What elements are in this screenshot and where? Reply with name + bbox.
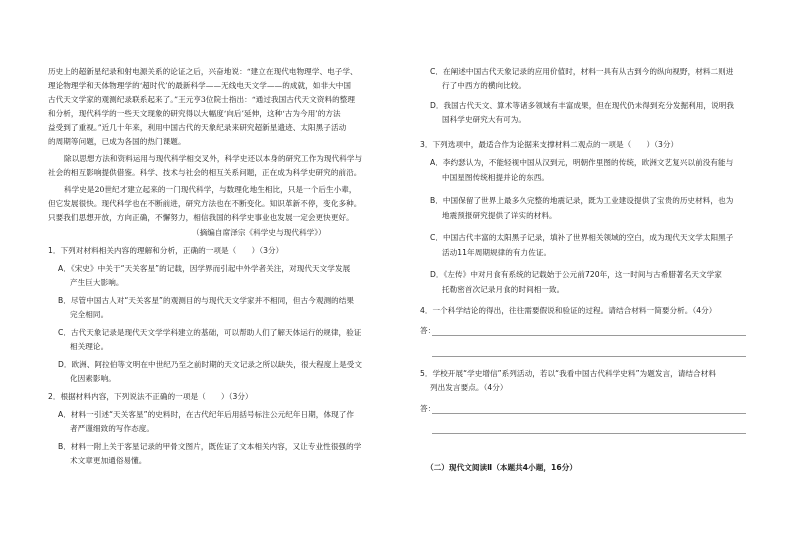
passage-source: （摘编自席泽宗《科学史与现代科学》） (192, 228, 326, 237)
option-a-cont: 产生巨大影响。 (70, 278, 124, 287)
option-d: D．欧洲、阿拉伯等文明在中世纪乃至之前时期的天文记录之所以缺失，很大程度上是受文 (58, 360, 362, 369)
option-d-cont: 托勒密首次记录月食的时间相一致。 (442, 285, 565, 294)
option-a: A．《宋史》中关于“天关客星”的记载，因学界而引起中外学者关注，对现代天文学发展 (58, 264, 351, 273)
option-a-cont: 者严谨细致的写作态度。 (70, 424, 155, 433)
option-c-cont: 相关理论。 (70, 342, 109, 351)
passage-line: 古代天文学家的观测纪录联系起来了。”王元亨3位院士指出：“通过我国古代天文资料的整理 (48, 95, 356, 104)
section-heading: （二）现代文阅读Ⅱ（本题共4小题，16分） (426, 463, 577, 472)
question-stem-cont: 列出发言要点。（4分） (430, 383, 508, 392)
option-b-cont: 地震预报研究提供了详实的材料。 (442, 211, 557, 220)
passage-line: 和分析，现代科学的一些天文现象的研究得以大幅度‘向后’延伸，这种‘古为今用’的方法 (48, 109, 341, 118)
question-stem: 1．下列对材料相关内容的理解和分析，正确的一项是（ ）（3分） (48, 246, 284, 255)
option-a-cont: 中国星图传统相提并论的东西。 (442, 173, 550, 182)
option-c-cont: 行了中西方的横向比较。 (442, 81, 527, 90)
passage-line: 除以思想方法和资料运用与现代科学相交叉外，科学史还以本身的研究工作为现代科学与 (64, 154, 363, 163)
answer-label: 答： (420, 326, 436, 335)
option-c-cont: 活动11年周期规律的有力佐证。 (442, 248, 552, 257)
answer-line[interactable] (432, 413, 746, 414)
answer-line[interactable] (432, 433, 746, 434)
option-b-cont: 完全相同。 (70, 310, 109, 319)
option-a: A．李约瑟认为，不能轻视中国从汉到元，明朝作里图的传统，欧洲文艺复兴以前没有能与 (430, 158, 734, 167)
option-a: A．材料一引述“天关客星”的史料时，在古代纪年后用括号标注公元纪年日期，体现了作 (58, 410, 355, 419)
passage-line: 益受到了重视。”近几十年来，利用中国古代的天象纪录来研究超新星遗迹、太阳黑子活动 (48, 123, 347, 132)
option-c: C．中国古代丰富的太阳黑子记录，填补了世界相关领域的空白，成为现代天文学太阳黑子 (430, 233, 734, 242)
option-d: D．《左传》中对月食有系统的记载始于公元前720年，这一时间与古希腊著名天文学家 (430, 270, 722, 279)
option-c: C．在阐述中国古代天象记录的应用价值时，材料一具有从古到今的纵向视野，材料二则进 (430, 67, 734, 76)
option-d: D．我国古代天文、算术等诸多领域有丰富成果，但在现代仍未得到充分发掘利用，说明我 (430, 101, 734, 110)
option-b: B．中国保留了世界上最多久完整的地震记录，既为工业建设提供了宝贵的历史材料，也为 (430, 196, 734, 205)
option-b-cont: 术文章更加通俗易懂。 (70, 456, 147, 465)
option-d-cont: 国科学史研究大有可为。 (442, 115, 527, 124)
passage-line: 历史上的超新星纪录和射电源关系的论证之后，兴奋地说：“建立在现代电物理学、电子学、 (48, 67, 358, 76)
question-stem: 2．根据材料内容，下列说法不正确的一项是（ ）（3分） (48, 392, 253, 401)
option-d-cont: 化因素影响。 (70, 374, 116, 383)
option-c: C．古代天象记录是现代天文学学科建立的基础，可以帮助人们了解天体运行的规律，验证 (58, 328, 362, 337)
passage-line: 社会的相互影响提供借鉴。科学、技术与社会的相互关系问题，正在成为科学史研究的前沿。 (48, 168, 362, 177)
passage-line: 理论物理学和天体物理学的‘超时代’的最新科学——无线电天文学——的成就，如非大中国 (48, 81, 352, 90)
option-b: B．材料一附上关于客星记录的甲骨文图片，既佐证了文本相关内容，又让专业性很强的学 (58, 442, 362, 451)
passage-line: 但它发展很快。现代科学也在不断前进，研究方法也在不断变化。知识革新不停，变化多种。 (48, 199, 362, 208)
question-stem: 3．下列选项中，最适合作为论据来支撑材料二观点的一项是（ ）（3分） (420, 140, 679, 149)
answer-line[interactable] (432, 356, 746, 357)
answer-line[interactable] (432, 335, 746, 336)
answer-label: 答： (420, 404, 436, 413)
option-b: B．尽管中国古人对“天关客星”的观测目的与现代天文学家并不相同，但古今观测的结果 (58, 296, 355, 305)
passage-line: 的周期等问题，已成为各国的热门课题。 (48, 137, 186, 146)
passage-line: 只要我们思想开放，方向正确，不懈努力，相信我国的科学史事业也发展一定会更快更好。 (48, 213, 354, 222)
question-stem: 5．学校开展“学史增信”系列活动，若以“我看中国古代科学史料”为题发言，请结合材料 (420, 369, 716, 378)
question-stem: 4．一个科学结论的得出，往往需要假说和验证的过程。请结合材料一简要分析。（4分） (420, 306, 717, 315)
passage-line: 科学史是20世纪才建立起来的一门现代科学，与数理化地生相比，只是一个后生小辈， (64, 185, 357, 194)
